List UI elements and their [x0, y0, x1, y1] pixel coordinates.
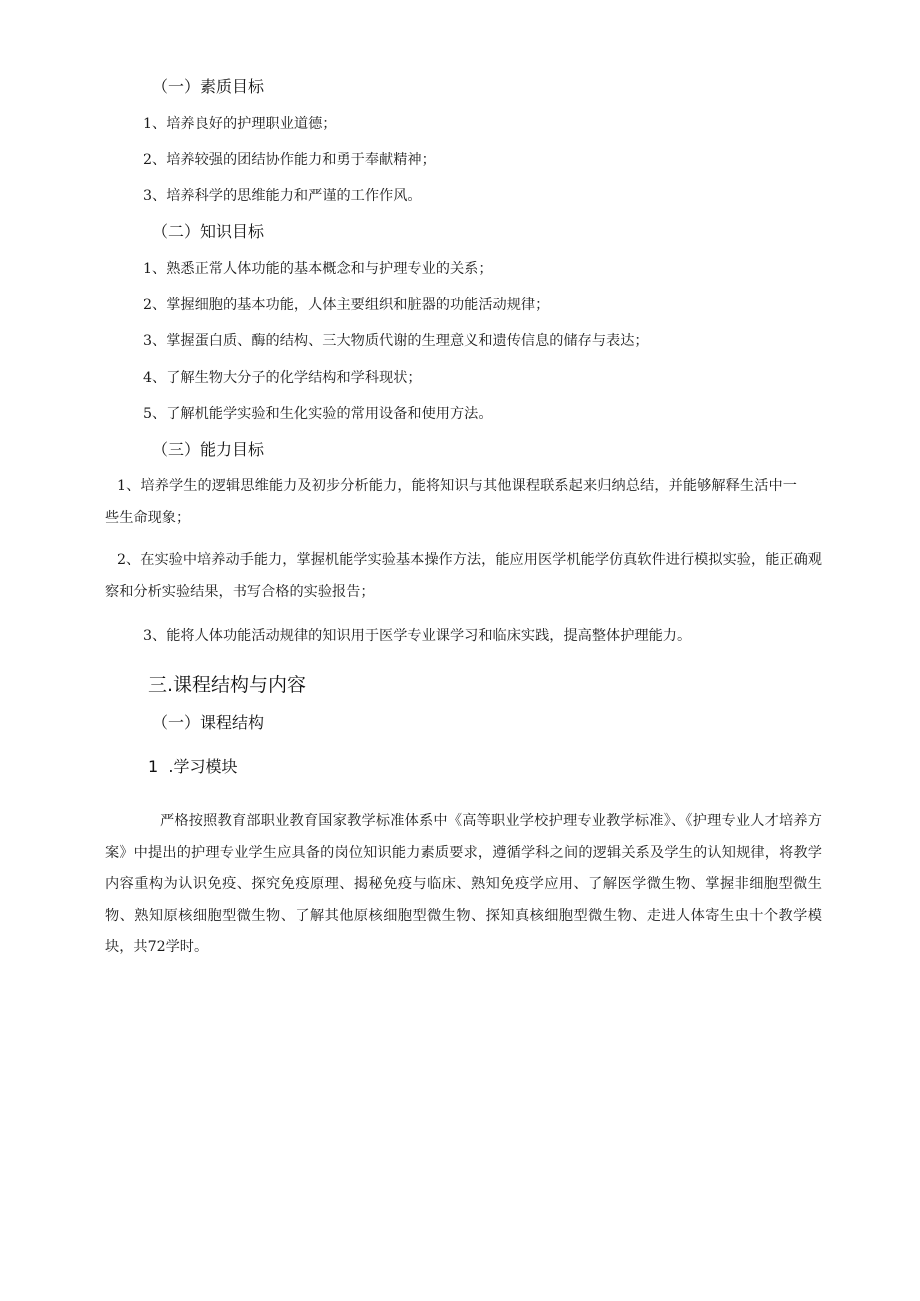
module-heading: 1 .学习模块 [148, 757, 238, 776]
knowledge-goal-item: 1、熟悉正常人体功能的基本概念和与护理专业的关系； [143, 261, 493, 277]
knowledge-goal-item: 2、掌握细胞的基本功能，人体主要组织和脏器的功能活动规律； [143, 297, 550, 313]
ability-goals-heading: （三）能力目标 [152, 440, 265, 459]
quality-goal-item: 3、培养科学的思维能力和严谨的工作作风。 [143, 188, 422, 204]
knowledge-goal-item: 5、了解机能学实验和生化实验的常用设备和使用方法。 [143, 406, 493, 422]
section-title: 三.课程结构与内容 [148, 674, 307, 696]
knowledge-goal-item: 4、了解生物大分子的化学结构和学科现状； [143, 370, 422, 386]
ability-goal-item: 1、培养学生的逻辑思维能力及初步分析能力，能将知识与其他课程联系起来归纳总结，并能够解释生活中一些生命现象； [105, 478, 797, 526]
knowledge-goals-heading: （二）知识目标 [152, 222, 265, 241]
ability-goal-item: 3、能将人体功能活动规律的知识用于医学专业课学习和临床实践，提高整体护理能力。 [143, 628, 692, 644]
knowledge-goal-item: 3、掌握蛋白质、酶的结构、三大物质代谢的生理意义和遗传信息的储存与表达； [143, 333, 649, 349]
quality-goal-item: 1、培养良好的护理职业道德； [143, 116, 337, 132]
ability-goal-item: 2、在实验中培养动手能力，掌握机能学实验基本操作方法，能应用医学机能学仿真软件进行模拟实验，能正确观察和分析实验结果，书写合格的实验报告； [105, 552, 822, 600]
quality-goals-heading: （一）素质目标 [152, 77, 265, 96]
course-structure-heading: （一）课程结构 [152, 713, 265, 732]
quality-goal-item: 2、培养较强的团结协作能力和勇于奉献精神； [143, 152, 436, 168]
course-structure-body: 严格按照教育部职业教育国家教学标准体系中《高等职业学校护理专业教学标准》、《护理专业人才培养方案》中提出的护理专业学生应具备的岗位知识能力素质要求，遵循学科之间的逻辑关系及学生的认知规律，将教学内容重构为认识免疫、探究免疫原理、揭秘免疫与临床、熟知免疫学应用、了解医学微生物、掌握非细胞型微生物、熟知原核细胞型微生物、了解其他原核细胞型微生物、探知真核细胞型微生物、走进人体寄生虫十个教学模块，共72学时。 [105, 813, 822, 955]
